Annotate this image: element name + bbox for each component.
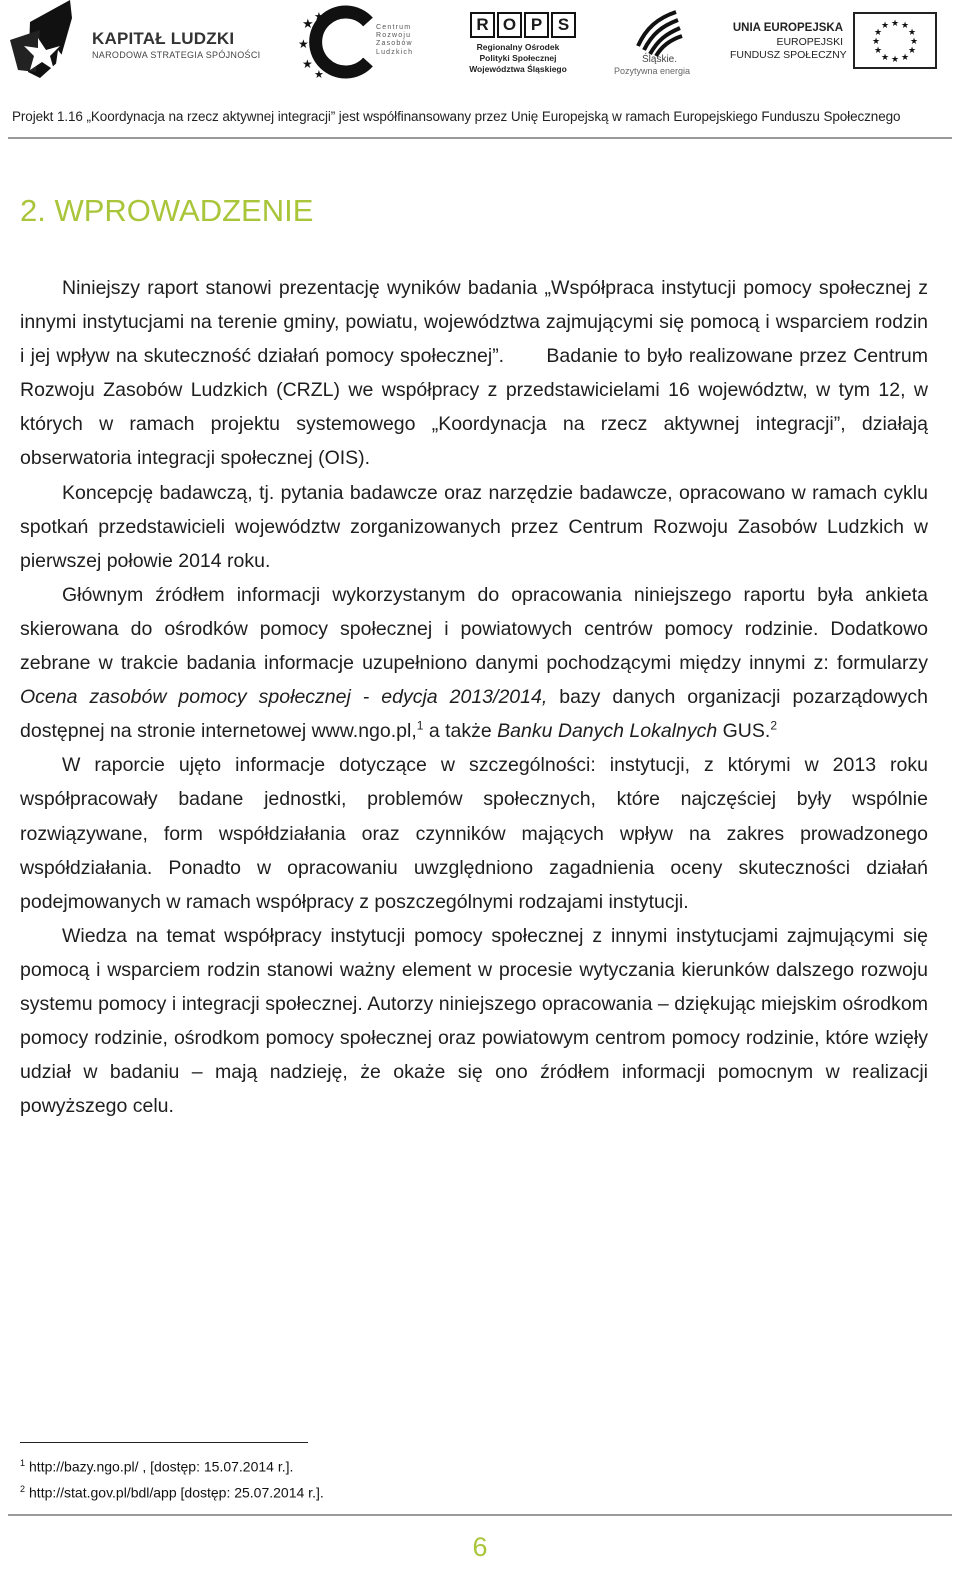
crzl-emblem-icon bbox=[290, 0, 380, 95]
logo-strip bbox=[0, 0, 960, 95]
ue-line-1: UNIA EUROPEJSKA bbox=[732, 22, 843, 34]
footnote-divider bbox=[20, 1442, 308, 1443]
footnote-ref[interactable]: 2 bbox=[770, 718, 777, 733]
paragraph-text: Niniejszy raport stanowi prezentację wyników badania „Współpraca instytucji pomocy społecznej z innymi instytucjami na terenie gminy, powiatu, województwa zajmującymi się pomocą i wsparciem rodzin i jej wpływ na skuteczność działań pomocy społecznej”. bbox=[20, 277, 928, 368]
slaskie-title: Śląskie. bbox=[642, 54, 678, 65]
slaskie-wing-icon bbox=[628, 8, 688, 58]
svg-text:★: ★ bbox=[900, 20, 910, 30]
paragraph bbox=[20, 271, 928, 476]
footnotes bbox=[20, 1452, 324, 1503]
svg-text:★: ★ bbox=[328, 8, 337, 19]
svg-text:★: ★ bbox=[890, 54, 900, 64]
rops-letter: P bbox=[524, 12, 549, 38]
project-funding-line: Projekt 1.16 „Koordynacja na rzecz aktywnej integracji” jest współfinansowany przez Unię Europejską w ramach Europejskiego Funduszu Społecznego bbox=[12, 109, 901, 124]
svg-text:★: ★ bbox=[314, 69, 324, 81]
svg-text:★: ★ bbox=[298, 37, 309, 51]
eu-flag bbox=[853, 12, 937, 69]
rops-line: Województwa Śląskiego bbox=[469, 64, 567, 74]
footnote-text[interactable]: http://bazy.ngo.pl/ , [dostęp: 15.07.2014 r.]. bbox=[29, 1458, 294, 1475]
svg-text:★: ★ bbox=[873, 27, 883, 37]
footnote-ref[interactable]: 1 bbox=[416, 718, 424, 733]
kapital-ludzki-title: KAPITAŁ LUDZKI bbox=[92, 29, 235, 48]
svg-text:★: ★ bbox=[890, 18, 900, 28]
paragraph: W raporcie ujęto informacje dotyczące w szczególności: instytucji, z którymi w 2013 roku współpracowały badane jednostki, problemów społecznych, które najczęściej były wspólnie rozwiązywane, form współdziałania oraz czynników mających wpływ na zakres prowadzonego współdziałania. Ponadto w opracowaniu uwzględniono zagadnienia oceny skuteczności działań podejmowanych w ramach współpracy z poszczególnymi rodzajami instytucji. bbox=[20, 754, 928, 913]
section-heading: 2. WPROWADZENIE bbox=[20, 193, 314, 228]
kapital-ludzki-emblem-icon bbox=[0, 0, 90, 95]
paragraph-text: Głównym źródłem informacji wykorzystanym do opracowania niniejszego raportu była ankieta skierowana do ośrodków pomocy społecznej i powiatowych centrów pomocy rodzinie. Dodatkowo zebrane w trakcie badania informacje uzupełniono danymi pochodzącymi między innymi z: formularzy bbox=[20, 583, 928, 675]
footnote-text[interactable]: http://stat.gov.pl/bdl/app [dostęp: 25.07.2014 r.]. bbox=[29, 1484, 324, 1501]
svg-text:★: ★ bbox=[302, 57, 313, 71]
rops-line: Regionalny Ośrodek bbox=[476, 42, 560, 52]
rops-letters bbox=[470, 12, 576, 38]
svg-text:★: ★ bbox=[909, 36, 919, 46]
italic-title: Ocena zasobów pomocy społecznej - edycja 2013/2014, bbox=[20, 686, 548, 709]
svg-text:★: ★ bbox=[871, 36, 881, 46]
svg-text:★: ★ bbox=[873, 45, 883, 55]
ue-line-3: FUNDUSZ SPOŁECZNY bbox=[730, 49, 847, 61]
paragraph: Wiedza na temat współpracy instytucji pomocy społecznej z innymi instytucjami zajmującymi się pomocą i wsparciem rodzin stanowi ważny element w procesie wytyczania kierunków dalszego rozwoju systemu pomocy i integracji społecznej. Autorzy niniejszego opracowania – dziękując miejskim ośrodkom pomocy rodzinie, ośrodkom pomocy społecznej oraz powiatowym centrom pomocy rodzinie, które wzięły udział w badaniu – mają nadzieję, że okaże się ono źródłem informacji pomocnym w realizacji powyższego celu. bbox=[20, 924, 928, 1118]
footnote-number: 2 bbox=[20, 1483, 26, 1494]
svg-text:★: ★ bbox=[907, 45, 917, 55]
svg-text:★: ★ bbox=[302, 16, 314, 31]
paragraph-text: Badanie to było realizowane przez Centrum Rozwoju Zasobów Ludzkich (CRZL) we współpracy z przedstawicielami 16 województw, w tym 12, w których w ramach projektu systemowego „Koordynacja na rzecz aktywnej integracji”, działają obserwatoria integracji społecznej (OIS). bbox=[20, 345, 928, 470]
header-divider bbox=[8, 137, 952, 139]
ue-line-2: EUROPEJSKI bbox=[776, 36, 843, 48]
rops-letter: S bbox=[551, 12, 576, 38]
crzl-logo bbox=[290, 0, 430, 95]
italic-title: Banku Danych Lokalnych bbox=[497, 720, 718, 743]
crzl-text: Centrum Rozwoju Zasobów Ludzkich bbox=[376, 24, 414, 56]
footer-divider bbox=[8, 1514, 952, 1516]
svg-text:★: ★ bbox=[314, 11, 324, 23]
rops-caption bbox=[455, 42, 581, 75]
paragraph-text: a także bbox=[423, 720, 498, 743]
paragraph bbox=[20, 578, 928, 748]
section-body bbox=[20, 271, 928, 1123]
slaskie-subtitle: Pozytywna energia bbox=[614, 66, 691, 76]
svg-text:★: ★ bbox=[880, 52, 890, 62]
rops-line: Polityki Społecznej bbox=[479, 53, 557, 63]
svg-text:★: ★ bbox=[880, 20, 890, 30]
svg-text:★: ★ bbox=[907, 27, 917, 37]
eu-stars-icon bbox=[855, 14, 935, 67]
page-number: 6 bbox=[472, 1532, 488, 1562]
rops-letter: R bbox=[470, 12, 495, 38]
paragraph-text: bazy danych organizacji pozarządowych dostępnej na stronie internetowej www.ngo.pl, bbox=[20, 686, 928, 743]
paragraph-text: GUS. bbox=[717, 720, 771, 743]
kapital-ludzki-subtitle: NARODOWA STRATEGIA SPÓJNOŚCI bbox=[92, 50, 261, 60]
footnote bbox=[20, 1452, 324, 1478]
footnote-number: 1 bbox=[20, 1458, 26, 1468]
footnote bbox=[20, 1478, 324, 1504]
svg-text:★: ★ bbox=[900, 52, 910, 62]
paragraph: Koncepcję badawczą, tj. pytania badawcze oraz narzędzie badawcze, opracowano w ramach cyklu spotkań przedstawicieli województw zorganizowanych przez Centrum Rozwoju Zasobów Ludzkich w pierwszej połowie 2014 roku. bbox=[20, 481, 928, 572]
rops-letter: O bbox=[497, 12, 522, 38]
kapital-ludzki-logo bbox=[0, 0, 270, 95]
